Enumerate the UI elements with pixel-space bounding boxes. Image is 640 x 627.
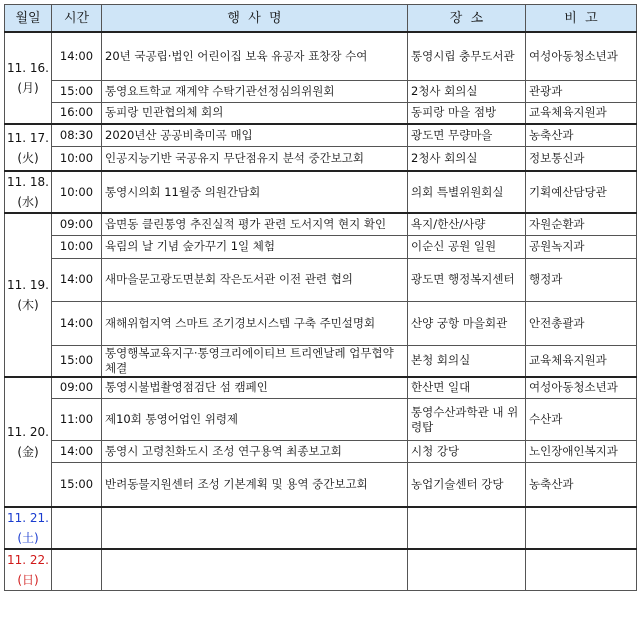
event-place: 산양 궁항 마을회관 [408, 301, 526, 345]
event-title: 2020년산 공공비축미곡 매입 [102, 124, 408, 146]
event-title: 새마을문고광도면분회 작은도서관 이전 관련 협의 [102, 258, 408, 301]
event-dept: 기획예산담당관 [526, 171, 637, 213]
table-row [5, 32, 637, 80]
event-title: 인공지능기반 국공유지 무단점유지 분석 중간보고회 [102, 146, 408, 171]
event-place: 동피랑 마을 점방 [408, 102, 526, 124]
day-cell [5, 124, 52, 171]
day-weekday: (火) [17, 150, 39, 165]
event-time: 09:00 [52, 377, 102, 399]
day-weekday: (木) [17, 297, 39, 312]
event-title: 읍면동 클린통영 추진실적 평가 관련 도서지역 현지 확인 [102, 213, 408, 235]
table-row [5, 549, 637, 591]
table-row [5, 235, 637, 258]
day-weekday: (月) [17, 81, 39, 95]
day-cell [5, 171, 52, 213]
day-cell [5, 213, 52, 377]
header-time: 시간 [52, 5, 102, 33]
event-title: 동피랑 민관협의체 회의 [102, 102, 408, 124]
day-date: 11. 22. [7, 552, 49, 567]
event-place [408, 549, 526, 591]
table-row [5, 345, 637, 377]
table-row [5, 80, 637, 102]
table-row [5, 399, 637, 441]
event-place [408, 507, 526, 549]
event-title: 통영시 고령친화도시 조성 연구용역 최종보고회 [102, 441, 408, 463]
day-date: 11. 18. [7, 175, 49, 189]
event-place: 의회 특별위원회실 [408, 171, 526, 213]
event-title: 20년 국공립·법인 어린이집 보육 유공자 표창장 수여 [102, 32, 408, 80]
event-dept: 안전총괄과 [526, 301, 637, 345]
event-place: 2청사 회의실 [408, 80, 526, 102]
day-date: 11. 17. [7, 130, 49, 145]
day-date: 11. 19. [7, 277, 49, 292]
event-dept: 여성아동청소년과 [526, 32, 637, 80]
table-row [5, 441, 637, 463]
event-time: 08:30 [52, 124, 102, 146]
event-title: 육림의 날 기념 숲가꾸기 1일 체험 [102, 235, 408, 258]
event-time [52, 549, 102, 591]
day-date: 11. 16. [7, 61, 49, 75]
table-row [5, 377, 637, 399]
event-time: 14:00 [52, 32, 102, 80]
event-dept: 농축산과 [526, 124, 637, 146]
event-dept: 공원녹지과 [526, 235, 637, 258]
header-date: 월일 [5, 5, 52, 33]
event-title: 통영시의회 11월중 의원간담회 [102, 171, 408, 213]
event-place: 농업기술센터 강당 [408, 463, 526, 507]
event-time: 16:00 [52, 102, 102, 124]
header-event: 행 사 명 [102, 5, 408, 33]
table-row [5, 463, 637, 507]
event-time: 15:00 [52, 463, 102, 507]
header-row [5, 5, 637, 33]
event-title: 제10회 통영어업인 위령제 [102, 399, 408, 441]
schedule-table-container [4, 4, 637, 591]
event-title [102, 549, 408, 591]
event-dept: 농축산과 [526, 463, 637, 507]
event-place: 시청 강당 [408, 441, 526, 463]
table-row [5, 258, 637, 301]
event-title: 반려동물지원센터 조성 기본계획 및 용역 중간보고회 [102, 463, 408, 507]
event-dept: 정보통신과 [526, 146, 637, 171]
event-title: 통영시불법촬영점검단 섬 캠페인 [102, 377, 408, 399]
event-title: 통영요트학교 재계약 수탁기관선정심의위원회 [102, 80, 408, 102]
event-dept: 교육체육지원과 [526, 345, 637, 377]
event-place: 욕지/한산/사량 [408, 213, 526, 235]
event-time [52, 507, 102, 549]
schedule-body [5, 32, 637, 591]
day-cell [5, 32, 52, 124]
event-dept: 여성아동청소년과 [526, 377, 637, 399]
event-dept: 수산과 [526, 399, 637, 441]
day-cell [5, 377, 52, 507]
event-place: 2청사 회의실 [408, 146, 526, 171]
event-time: 10:00 [52, 171, 102, 213]
day-date: 11. 20. [7, 424, 49, 439]
event-time: 15:00 [52, 80, 102, 102]
event-time: 14:00 [52, 258, 102, 301]
day-date: 11. 21. [7, 510, 49, 525]
event-time: 10:00 [52, 235, 102, 258]
event-time: 14:00 [52, 441, 102, 463]
table-row [5, 171, 637, 213]
event-place: 광도면 무량마을 [408, 124, 526, 146]
event-place: 이순신 공원 일원 [408, 235, 526, 258]
event-title [102, 507, 408, 549]
day-cell [5, 549, 52, 591]
event-dept: 노인장애인복지과 [526, 441, 637, 463]
event-time: 15:00 [52, 345, 102, 377]
schedule-table [4, 4, 637, 591]
event-time: 10:00 [52, 146, 102, 171]
event-place: 통영수산과학관 내 위령탑 [408, 399, 526, 441]
event-dept: 행정과 [526, 258, 637, 301]
event-dept: 관광과 [526, 80, 637, 102]
table-row [5, 301, 637, 345]
event-place: 한산면 일대 [408, 377, 526, 399]
table-row [5, 102, 637, 124]
event-place: 광도면 행정복지센터 [408, 258, 526, 301]
event-title: 재해위험지역 스마트 조기경보시스템 구축 주민설명회 [102, 301, 408, 345]
table-row [5, 124, 637, 146]
day-cell [5, 507, 52, 549]
day-weekday: (金) [17, 444, 39, 459]
event-dept [526, 507, 637, 549]
event-time: 14:00 [52, 301, 102, 345]
event-dept: 자원순환과 [526, 213, 637, 235]
event-place: 통영시립 충무도서관 [408, 32, 526, 80]
event-dept [526, 549, 637, 591]
day-weekday: (日) [17, 572, 39, 587]
table-row [5, 507, 637, 549]
table-row [5, 213, 637, 235]
event-time: 11:00 [52, 399, 102, 441]
header-dept: 비 고 [526, 5, 637, 33]
event-time: 09:00 [52, 213, 102, 235]
table-row [5, 146, 637, 171]
event-dept: 교육체육지원과 [526, 102, 637, 124]
event-title: 통영행복교육지구·통영크리에이티브 트리엔날레 업무협약체결 [102, 345, 408, 377]
event-place: 본청 회의실 [408, 345, 526, 377]
day-weekday: (水) [17, 195, 39, 209]
day-weekday: (土) [17, 530, 39, 545]
header-place: 장 소 [408, 5, 526, 33]
